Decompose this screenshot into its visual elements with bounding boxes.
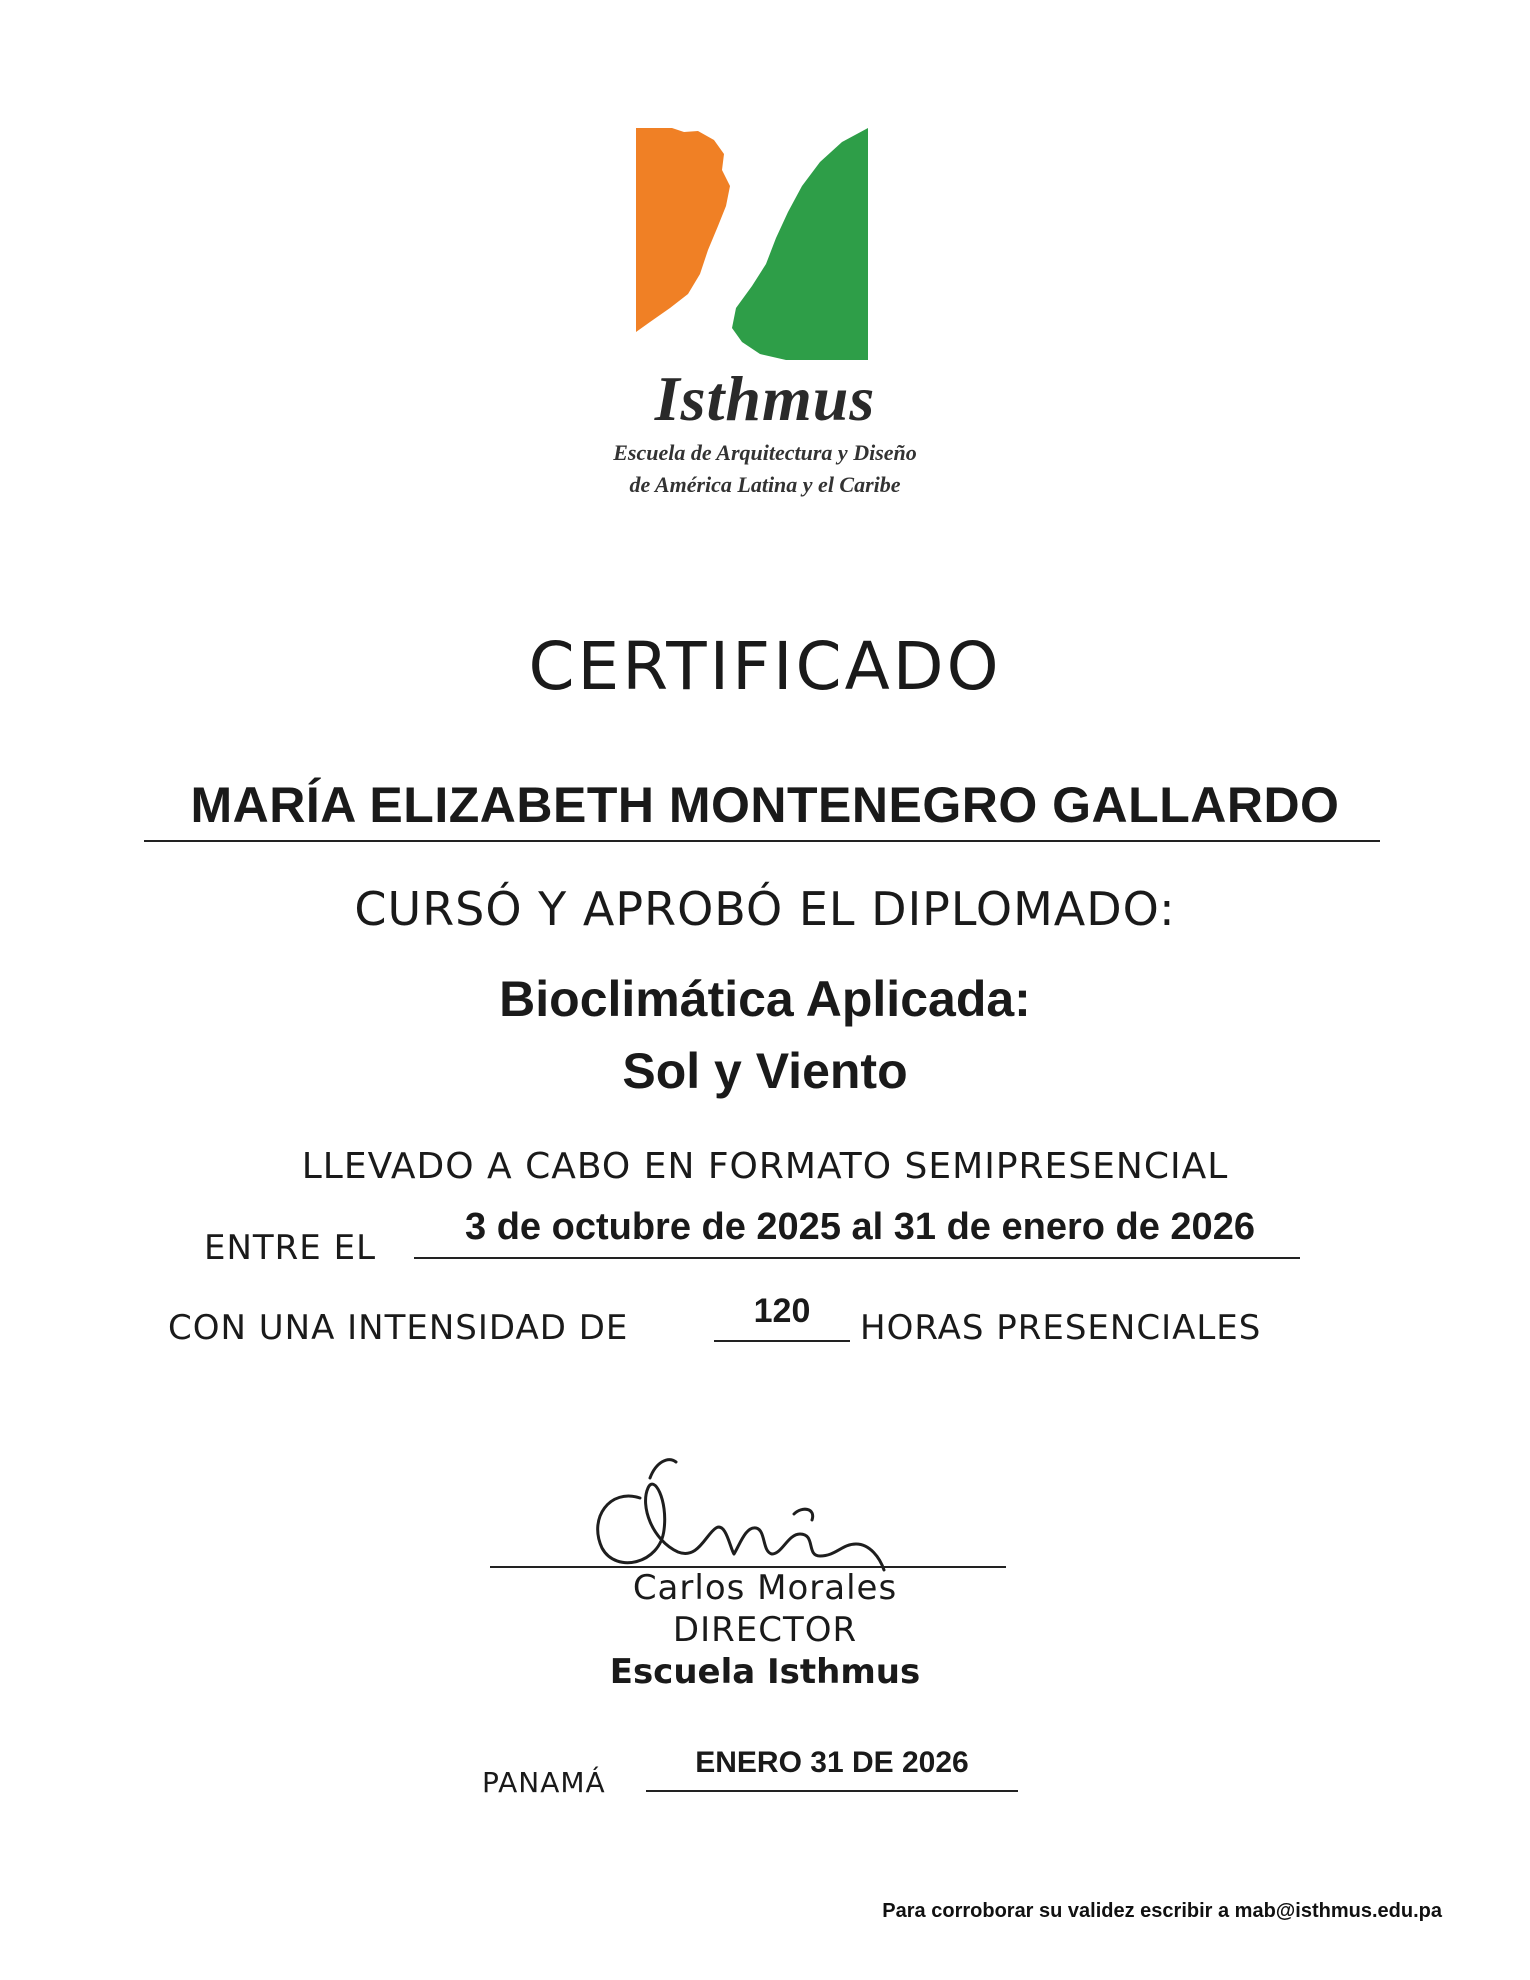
signer-role: DIRECTOR [672,1610,858,1650]
course-intro: CURSÓ Y APROBÓ EL DIPLOMADO: [354,882,1176,936]
issue-date-underline [646,1790,1018,1792]
course-format: LLEVADO A CABO EN FORMATO SEMIPRESENCIAL [301,1146,1229,1187]
recipient-underline [144,840,1380,842]
date-range: 3 de octubre de 2025 al 31 de enero de 2026 [465,1206,1255,1248]
recipient-name: MARÍA ELIZABETH MONTENEGRO GALLARDO [190,777,1340,833]
certificate-title: CERTIFICADO [528,628,1002,705]
logo-subtitle-line1: Escuela de Arquitectura y Diseño [613,440,917,465]
course-title-line1: Bioclimática Aplicada: [499,971,1031,1027]
course-title-line2: Sol y Viento [622,1043,908,1099]
handwritten-signature [580,1448,920,1578]
logo-green-shape [732,128,868,360]
between-label: ENTRE EL [204,1228,377,1268]
signer-organization: Escuela Isthmus [609,1652,921,1692]
logo-wordmark: Isthmus [654,363,876,434]
issue-date: ENERO 31 DE 2026 [695,1746,969,1779]
verification-note: Para corroborar su validez escribir a mab@isthmus.edu.pa [882,1900,1442,1922]
place-label: PANAMÁ [482,1766,606,1799]
isthmus-logo [636,128,868,360]
hours-value: 120 [753,1292,811,1330]
logo-orange-shape [636,128,730,332]
signer-name: Carlos Morales [632,1568,898,1608]
hours-underline [714,1340,850,1342]
logo-subtitle-line2: de América Latina y el Caribe [629,472,901,497]
date-range-underline [414,1257,1300,1259]
intensity-label: CON UNA INTENSIDAD DE [168,1308,629,1348]
hours-suffix: HORAS PRESENCIALES [860,1308,1262,1348]
